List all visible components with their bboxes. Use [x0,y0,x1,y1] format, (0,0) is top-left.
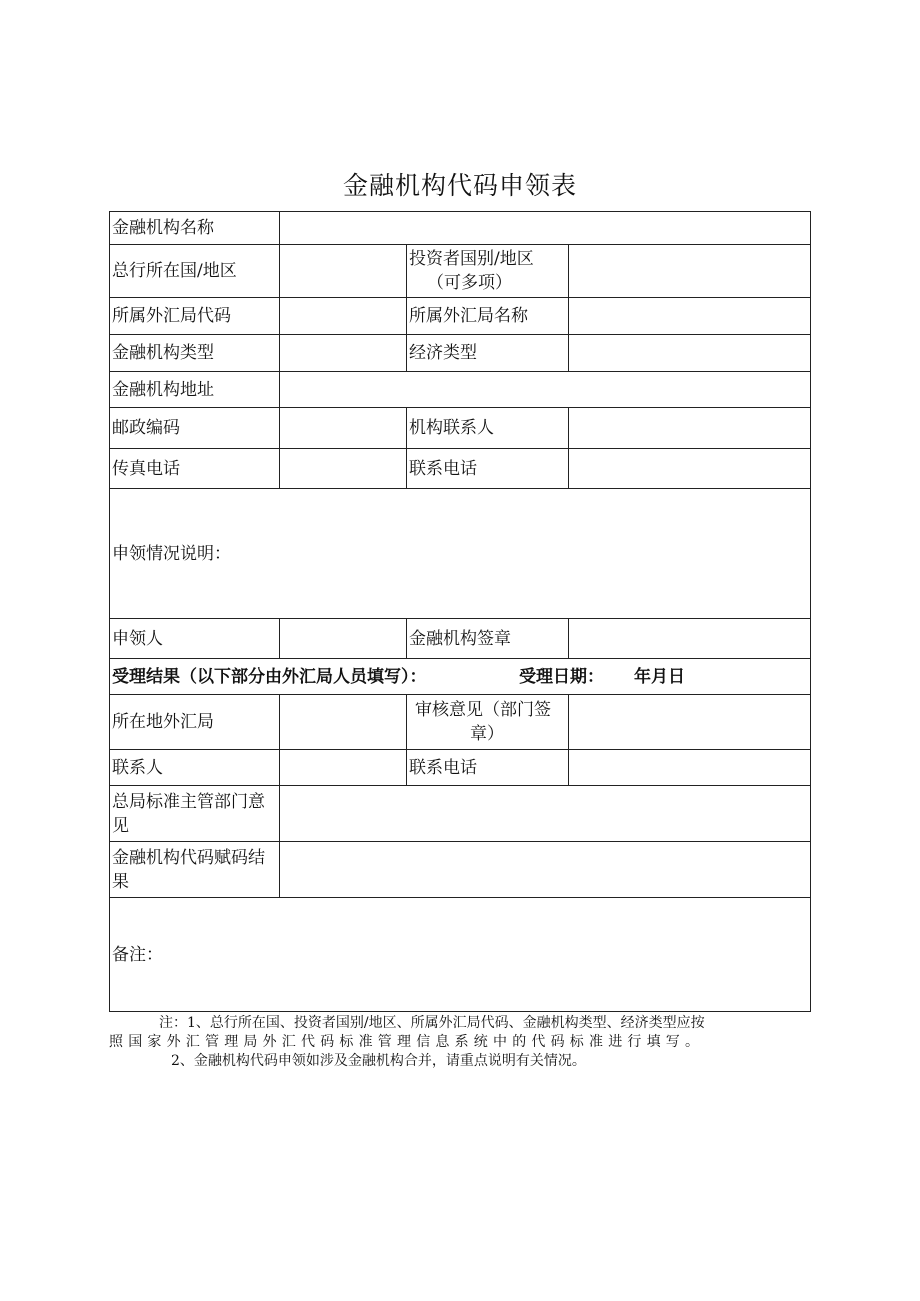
application-description-field[interactable] [110,489,811,619]
note-2: 2、金融机构代码申领如涉及金融机构合并，请重点说明有关情况。 [171,1053,586,1069]
row-contact [110,750,811,786]
row-institution-name [110,212,811,245]
row-institution-type [110,335,811,372]
result-date-label: 受理日期： [519,666,604,687]
institution-name-field[interactable] [280,212,811,245]
investor-country-label-line2: （可多项） [427,273,512,293]
postal-code-label: 邮政编码 [110,408,280,449]
row-fax [110,449,811,489]
row-hq-country [110,245,811,298]
hq-dept-opinion-label [110,786,280,842]
safe-branch-code-field[interactable] [280,298,407,335]
row-code-result [110,842,811,898]
institution-name-label: 金融机构名称 [110,212,280,245]
applicant-label: 申领人 [110,619,280,659]
row-safe-branch [110,298,811,335]
contact-person-label: 机构联系人 [407,408,569,449]
remarks-label: 备注： [112,944,163,965]
contact-phone-field[interactable] [569,750,811,786]
row-local-safe [110,695,811,750]
row-applicant [110,619,811,659]
hq-dept-opinion-field[interactable] [280,786,811,842]
row-result [110,659,811,695]
code-result-field[interactable] [280,842,811,898]
result-label: 受理结果（以下部分由外汇局人员填写）： [112,666,427,687]
fax-label: 传真电话 [110,449,280,489]
form-title: 金融机构代码申领表 [342,171,577,200]
institution-seal-label: 金融机构签章 [407,619,569,659]
hq-dept-opinion-label-line2: 见 [112,815,129,836]
local-safe-label: 所在地外汇局 [110,695,280,750]
review-opinion-label-line1: 审核意见（部门签 [415,700,551,720]
hq-dept-opinion-label-line1: 总局标准主管部门意 [112,791,265,812]
contact-phone-label: 联系电话 [407,750,569,786]
result-date-ymd: 年月日 [634,666,685,687]
investor-country-label [407,245,569,298]
applicant-field[interactable] [280,619,407,659]
application-description-label: 申领情况说明： [112,543,231,564]
code-result-label [110,842,280,898]
hq-country-field[interactable] [280,245,407,298]
row-application-description [110,489,811,619]
institution-address-label: 金融机构地址 [110,372,280,408]
safe-branch-name-label: 所属外汇局名称 [407,298,569,335]
review-opinion-label [407,695,569,750]
contact-label: 联系人 [110,750,280,786]
safe-branch-code-label: 所属外汇局代码 [110,298,280,335]
footnotes [109,1014,810,1071]
row-remarks [110,898,811,1012]
institution-type-field[interactable] [280,335,407,372]
safe-branch-name-field[interactable] [569,298,811,335]
economic-type-label: 经济类型 [407,335,569,372]
institution-seal-field[interactable] [569,619,811,659]
fax-field[interactable] [280,449,407,489]
application-form-table [109,211,811,1012]
contact-field[interactable] [280,750,407,786]
phone-field[interactable] [569,449,811,489]
result-row [110,659,811,695]
local-safe-field[interactable] [280,695,407,750]
review-opinion-field[interactable] [569,695,811,750]
code-result-label-line1: 金融机构代码赋码结 [112,847,265,868]
hq-country-label: 总行所在国/地区 [110,245,280,298]
code-result-label-line2: 果 [112,871,129,892]
economic-type-field[interactable] [569,335,811,372]
row-postal-code [110,408,811,449]
remarks-field[interactable] [110,898,811,1012]
note-1-line-2: 照国家外汇管理局外汇代码标准管理信息系统中的代码标准进行填写。 [109,1034,705,1050]
institution-address-field[interactable] [280,372,811,408]
phone-label: 联系电话 [407,449,569,489]
investor-country-label-line1: 投资者国别/地区 [409,249,534,269]
note-1-line-1: 注：1、总行所在国、投资者国别/地区、所属外汇局代码、金融机构类型、经济类型应按 [159,1015,705,1031]
institution-type-label: 金融机构类型 [110,335,280,372]
investor-country-field[interactable] [569,245,811,298]
review-opinion-label-line2: 章） [470,724,504,744]
row-hq-dept-opinion [110,786,811,842]
postal-code-field[interactable] [280,408,407,449]
contact-person-field[interactable] [569,408,811,449]
row-institution-address [110,372,811,408]
